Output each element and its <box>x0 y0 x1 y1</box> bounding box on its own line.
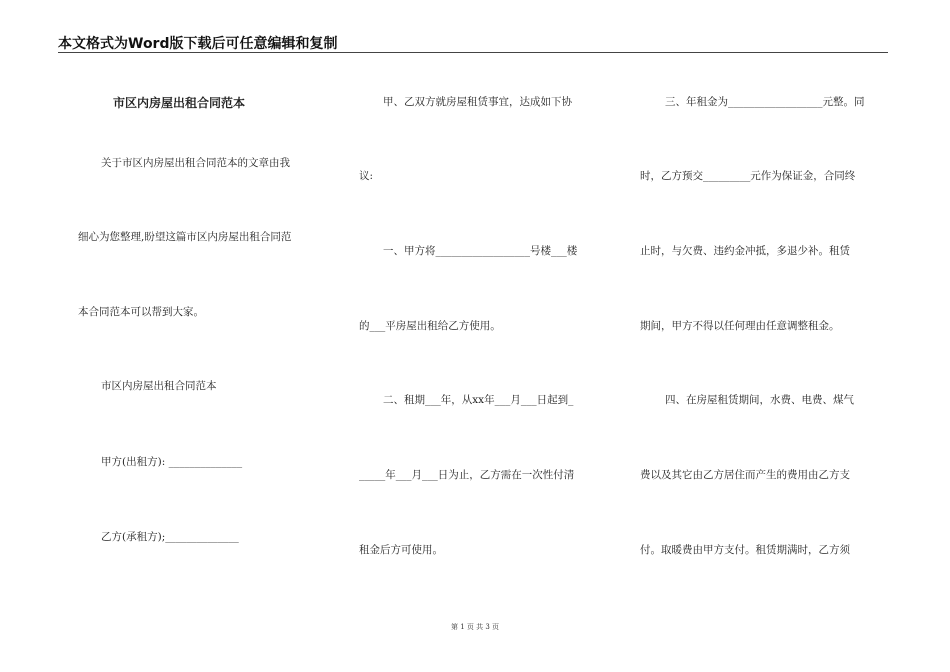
paragraph-line: 四、在房屋租赁期间，水费、电费、煤气 <box>665 394 854 406</box>
page-number: 第 1 页 共 3 页 <box>450 623 500 631</box>
paragraph-line: 付。取暖费由甲方支付。租赁期满时，乙方须 <box>640 544 850 556</box>
paragraph-line: 市区内房屋出租合同范本 <box>101 380 217 392</box>
paragraph-line: 一、甲方将__________________号楼___楼 <box>383 245 578 257</box>
paragraph-line: 费以及其它由乙方居住而产生的费用由乙方支 <box>640 469 850 481</box>
column-2 <box>340 0 630 620</box>
document-header-title: 本文格式为Word版下载后可任意编辑和复制 <box>58 36 338 52</box>
paragraph-line: 三、年租金为__________________元整。同 <box>665 96 865 108</box>
paragraph-line: 期间，甲方不得以任何理由任意调整租金。 <box>640 320 840 332</box>
paragraph-line: 关于市区内房屋出租合同范本的文章由我 <box>101 157 290 169</box>
party-a-line: 甲方(出租方): ______________ <box>101 456 243 468</box>
document-title: 市区内房屋出租合同范本 <box>113 96 246 110</box>
paragraph-line: 甲、乙双方就房屋租赁事宜，达成如下协 <box>383 96 572 108</box>
column-1 <box>0 0 340 620</box>
paragraph-line: 议: <box>359 170 374 182</box>
party-b-line: 乙方(承租方);______________ <box>101 531 239 543</box>
paragraph-line: 二、租期___年，从xx年___月___日起到_ <box>383 394 574 406</box>
paragraph-line: 细心为您整理,盼望这篇市区内房屋出租合同范 <box>78 231 292 243</box>
paragraph-line: 本合同范本可以帮到大家。 <box>78 306 204 318</box>
paragraph-line: 止时，与欠费、违约金冲抵，多退少补。租赁 <box>640 245 850 257</box>
paragraph-line: 的___平房屋出租给乙方使用。 <box>359 320 501 332</box>
paragraph-line: 时，乙方预交_________元作为保证金，合同终 <box>640 170 856 182</box>
column-3 <box>630 0 900 620</box>
paragraph-line: 租金后方可使用。 <box>359 544 443 556</box>
paragraph-line: _____年___月___日为止，乙方需在一次性付清 <box>359 469 575 481</box>
